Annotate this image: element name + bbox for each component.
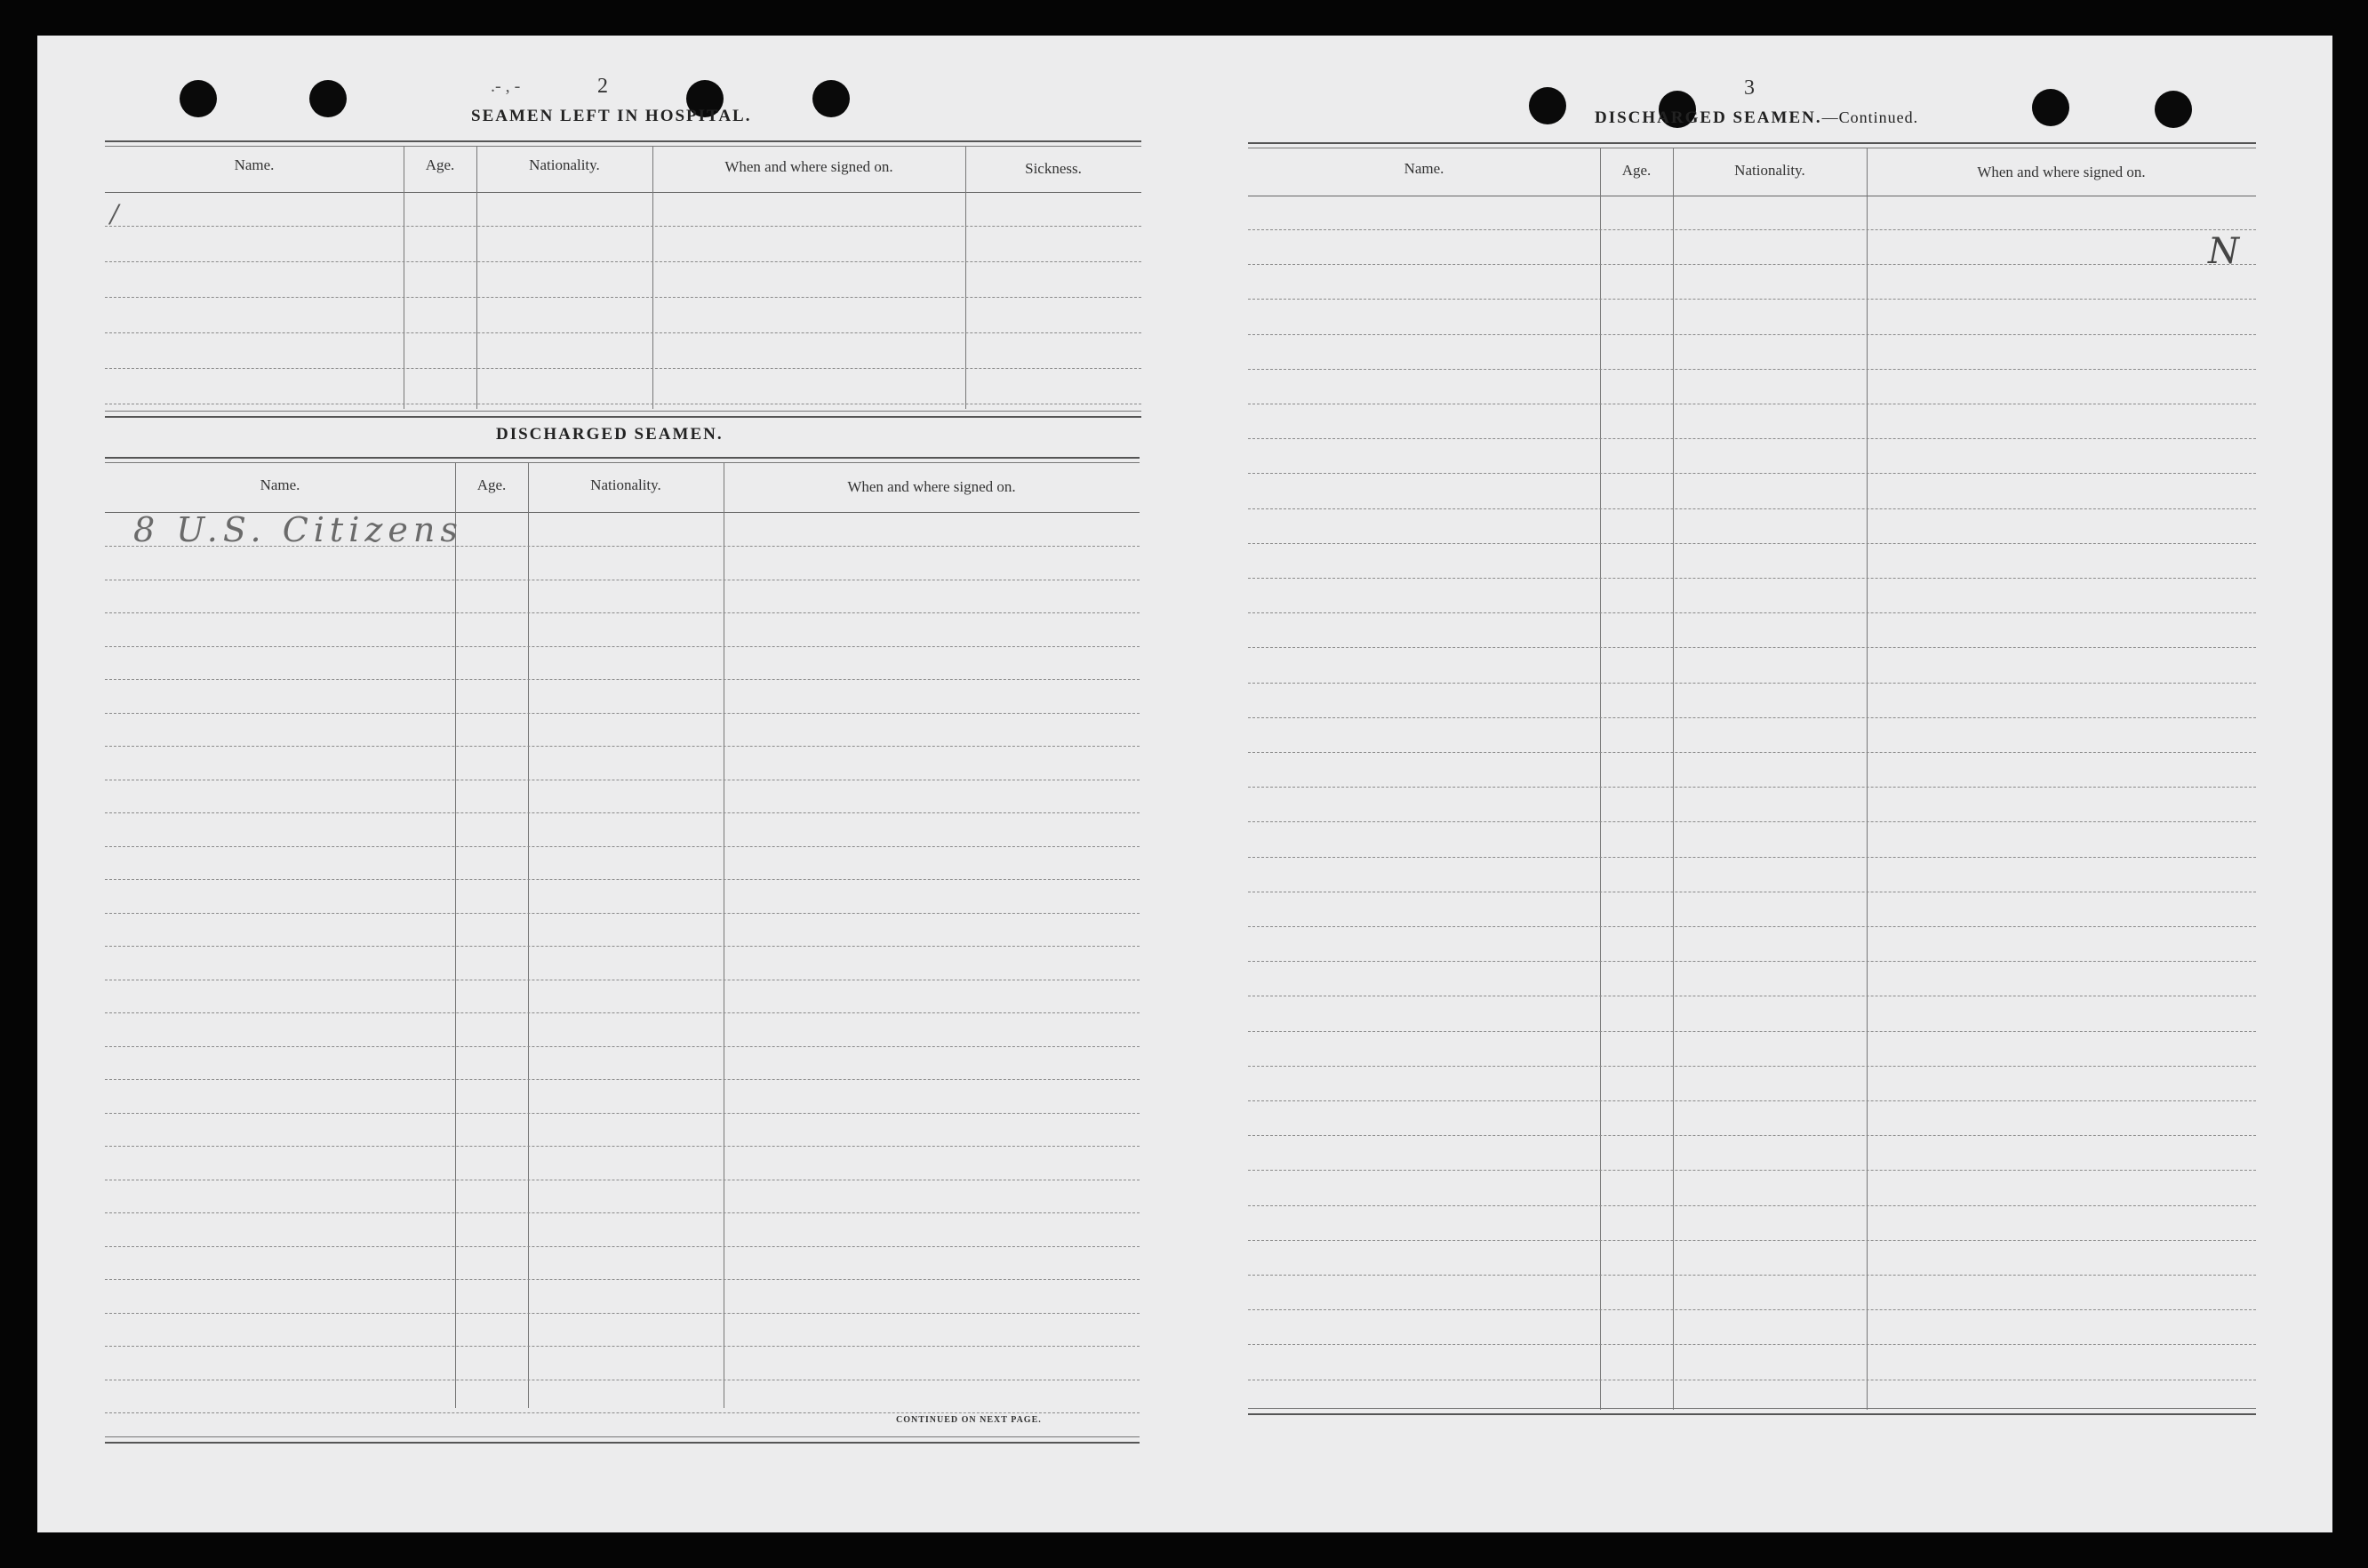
continued-note: CONTINUED ON NEXT PAGE. (896, 1415, 1042, 1425)
column-header-name: Name. (260, 476, 300, 493)
handwritten-mark: N (2208, 231, 2239, 272)
punch-hole (180, 80, 217, 117)
column-header-age: Age. (476, 476, 507, 493)
table-row (105, 913, 1140, 914)
table-row (105, 612, 1140, 613)
table-row (105, 1279, 1140, 1280)
table-row (1248, 961, 2256, 962)
table-row (105, 226, 1141, 227)
document-sheet (37, 36, 2332, 1532)
table-row (1248, 1240, 2256, 1241)
table-row (1248, 1066, 2256, 1067)
column-header-signed-on: When and where signed on. (847, 478, 1016, 495)
table-row (1248, 229, 2256, 230)
table-row (1248, 1135, 2256, 1136)
table-row (105, 332, 1141, 333)
table-row (105, 746, 1140, 747)
table-row (1248, 264, 2256, 265)
table-row (105, 812, 1140, 813)
table-row (105, 1113, 1140, 1114)
table-row (1248, 473, 2256, 474)
table-row (105, 1346, 1140, 1347)
table-row (1248, 508, 2256, 509)
table-row (1248, 857, 2256, 858)
table-row (105, 261, 1141, 262)
table-row (1248, 543, 2256, 544)
table-row (1248, 334, 2256, 335)
table-row (1248, 1031, 2256, 1032)
table-row (105, 1313, 1140, 1314)
punch-hole (309, 80, 347, 117)
table-row (105, 368, 1141, 369)
table-row (1248, 647, 2256, 648)
table-row (105, 1212, 1140, 1213)
column-header-name: Name. (234, 156, 275, 173)
discharged-section-title: DISCHARGED SEAMEN. (496, 425, 724, 444)
table-row (105, 1412, 1140, 1413)
punch-hole (812, 80, 850, 117)
table-row (105, 1012, 1140, 1013)
table-row (1248, 438, 2256, 439)
table-row (1248, 1344, 2256, 1345)
table-row (1248, 787, 2256, 788)
column-header-sickness: Sickness. (1025, 160, 1082, 177)
table-row (1248, 578, 2256, 579)
punch-hole (2155, 91, 2192, 128)
column-header-signed-on: When and where signed on. (724, 158, 893, 175)
hospital-section-title: SEAMEN LEFT IN HOSPITAL. (471, 107, 752, 125)
page-number-right: 3 (1744, 76, 1755, 100)
discharged-table-right (1248, 142, 2256, 1458)
table-row (1248, 821, 2256, 822)
table-row (105, 297, 1141, 298)
table-row (105, 846, 1140, 847)
table-row (105, 713, 1140, 714)
column-header-signed-on: When and where signed on. (1977, 164, 2146, 180)
column-header-nationality: Nationality. (529, 156, 600, 173)
table-row (1248, 1170, 2256, 1171)
table-row (1248, 752, 2256, 753)
punch-hole (1529, 87, 1566, 124)
table-row (105, 946, 1140, 947)
hospital-table (105, 140, 1141, 455)
column-header-age: Age. (1621, 162, 1652, 179)
punch-hole (2032, 89, 2069, 126)
table-row (1248, 683, 2256, 684)
column-header-age: Age. (425, 156, 455, 173)
title-text: DISCHARGED SEAMEN. (1595, 108, 1822, 127)
discharged-table-left (105, 457, 1140, 1452)
table-row (1248, 717, 2256, 718)
table-row (105, 1146, 1140, 1147)
table-row (1248, 299, 2256, 300)
table-row (1248, 1275, 2256, 1276)
table-row (105, 1046, 1140, 1047)
column-header-name: Name. (1404, 160, 1444, 177)
table-row (1248, 369, 2256, 370)
table-row (105, 1246, 1140, 1247)
table-row (1248, 612, 2256, 613)
table-row (1248, 1205, 2256, 1206)
column-header-nationality: Nationality. (590, 476, 661, 493)
table-row (105, 1079, 1140, 1080)
table-row (105, 879, 1140, 880)
handwritten-mark: / (110, 199, 119, 228)
title-suffix: —Continued. (1821, 108, 1919, 126)
page-number-left: 2 (597, 75, 608, 98)
table-row (105, 679, 1140, 680)
table-row (1248, 1309, 2256, 1310)
table-row (105, 646, 1140, 647)
table-row (1248, 926, 2256, 927)
stray-marks: .- , - (491, 76, 521, 96)
column-header-nationality: Nationality. (1734, 162, 1805, 179)
handwritten-entry: 8 U.S. Citizens (133, 510, 463, 549)
discharged-continued-title (1595, 108, 1918, 128)
table-row (1248, 1100, 2256, 1101)
